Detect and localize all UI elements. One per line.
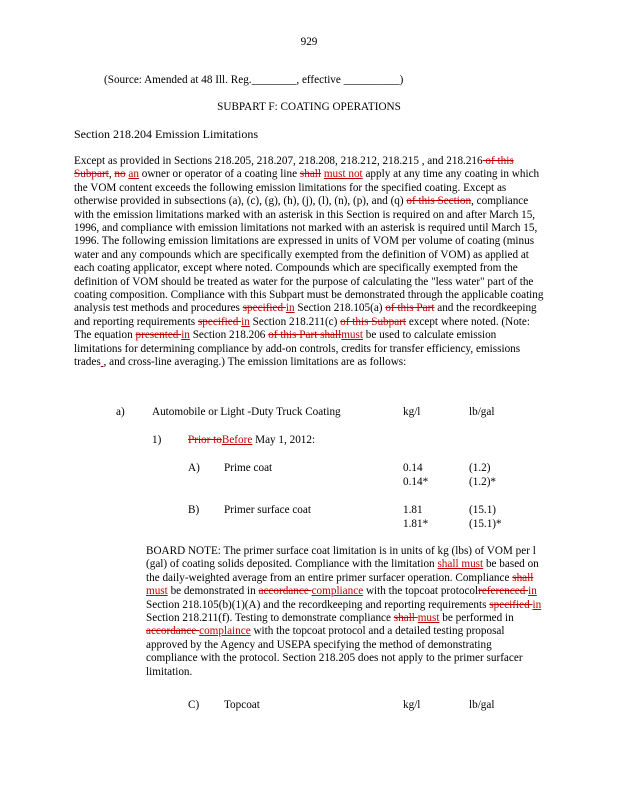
item-B-name: Primer surface coat <box>224 504 311 516</box>
inserted-text: in <box>528 585 537 598</box>
item-A-kg-1: 0.14 <box>403 462 423 474</box>
text: be used to calculate emission limitations for determining compliance by add-on controls, credits for transfer efficiency, emissions trades <box>74 329 521 369</box>
deleted-text: accordance <box>146 625 200 638</box>
text: Section 218.105(b)(1)(A) and the recordkeeping and reporting requirements <box>146 598 490 611</box>
item-1-text <box>188 434 315 447</box>
deleted-text: of this Subpart <box>340 315 407 328</box>
text: Section 218.206 <box>189 329 269 342</box>
text: Section 218.211(c) <box>249 315 341 328</box>
text: except where noted. (Note: The equation <box>74 315 530 342</box>
text: owner or operator of a coating line <box>138 168 300 181</box>
source-mid: , effective <box>296 74 344 86</box>
text: , <box>108 168 115 181</box>
deleted-text: shall <box>512 571 534 584</box>
text: with the topcoat protocol <box>363 585 479 598</box>
item-A-lb-2: (1.2)* <box>469 476 497 488</box>
text: be performed in <box>439 612 514 625</box>
item-a-unit-lb: lb/gal <box>469 406 495 418</box>
deleted-text: shall <box>393 612 418 625</box>
item-C-unit-lb: lb/gal <box>469 699 495 711</box>
item-C-name: Topcoat <box>224 699 260 711</box>
deleted-text: of this Part <box>385 302 435 315</box>
inserted-text: must <box>417 612 440 625</box>
item-C-label: C) <box>188 699 200 711</box>
item-a-unit-kg: kg/l <box>403 406 421 418</box>
inserted-text: in <box>241 315 250 328</box>
deleted-text: no <box>114 168 126 181</box>
text: Section 218.105(a) <box>294 302 386 315</box>
item-B-lb-1: (15.1) <box>469 504 497 516</box>
item-A-name: Prime coat <box>224 462 273 474</box>
inserted-text: in <box>532 598 542 611</box>
deleted-text: specified <box>197 315 242 328</box>
item-A-kg-2: 0.14* <box>403 476 429 488</box>
source-blank-reg: ________ <box>251 74 297 86</box>
source-prefix: (Source: Amended at 48 Ill. Reg. <box>104 74 252 86</box>
section-heading: Section 218.204 Emission Limitations <box>74 127 258 141</box>
item-B-kg-1: 1.81 <box>403 504 423 516</box>
deleted-text: of this Subpart <box>74 155 514 181</box>
subpart-heading: SUBPART F: COATING OPERATIONS <box>217 101 401 113</box>
text: BOARD NOTE: The primer surface coat limitation is in units of kg (lbs) of VOM per l (gal) of coating solids deposited. Compliance with the limitation <box>146 545 536 571</box>
text: May 1, 2012: <box>252 434 316 446</box>
source-suffix: ) <box>399 74 404 86</box>
item-C-unit-kg: kg/l <box>403 699 421 711</box>
inserted-text: must <box>146 585 168 598</box>
inserted-text: compliance <box>311 585 364 598</box>
deleted-text: presented <box>135 329 182 342</box>
inserted-text: shall must <box>437 558 484 571</box>
deleted-text: specified <box>242 302 286 315</box>
text: apply at any time any coating in which the VOM content exceeds the following emission limitations for the specified coating. Except as otherwise provided in subsections (a), (c), (g), (h), (j), (l), (n), (p), and (q) <box>74 168 540 208</box>
deleted-text: shall <box>299 168 322 181</box>
inserted-text: complaince <box>199 625 251 638</box>
inserted-text: an <box>128 168 139 181</box>
section-body-paragraph <box>74 155 545 370</box>
inserted-text: must <box>341 329 363 342</box>
deleted-text: specified <box>489 598 533 611</box>
board-note <box>146 545 546 679</box>
text: be based on the daily-weighted average from an entire primer surfacer operation. Compliance <box>146 558 539 584</box>
text: , compliance with the emission limitations marked with an asterisk in this Section is required on and after March 15, 1996, and compliance with emission limitations not marked with an asterisk is required until March 15, 1996. The following emission limitations are expressed in units of VOM per volume of coating (minus water and any compounds which are specifically exempted from the definition of VOM) as applied at each coating applicator, except where noted. Compounds which are specifically exempted from the definition of VOM should be treated as water for the purpose of calculating the "less water" part of the coating composition. Compliance with this Subpart must be demonstrated through the applicable coating analysis test methods and procedures <box>74 195 544 315</box>
inserted-text: Before <box>221 434 253 446</box>
inserted-text: must not <box>323 168 363 181</box>
deleted-text: accordance <box>258 585 312 598</box>
text: be demonstrated in <box>167 585 259 598</box>
item-B-label: B) <box>188 504 200 516</box>
deleted-text: Prior to <box>188 434 222 446</box>
item-A-label: A) <box>188 462 200 474</box>
text: with the topcoat protocol and a detailed testing proposal approved by the Agency and USEPA specifying the method of demonstrating compliance with the protocol. Section 218.205 does not apply to the primer surfacer limitation. <box>146 625 523 678</box>
inserted-text: in <box>181 329 190 342</box>
item-a-title: Automobile or Light -Duty Truck Coating <box>152 406 341 418</box>
item-1-label: 1) <box>152 434 162 446</box>
page-number: 929 <box>300 36 318 48</box>
text: and the recordkeeping and reporting requirements <box>74 302 537 328</box>
text: Section 218.211(f). Testing to demonstrate compliance <box>146 612 394 625</box>
source-note <box>104 74 403 87</box>
item-B-lb-2: (15.1)* <box>469 518 502 530</box>
inserted-text: in <box>285 302 295 315</box>
source-blank-effective: __________ <box>343 74 400 86</box>
deleted-text: of this Part shall <box>268 329 342 342</box>
deleted-text: of this Section <box>406 195 472 208</box>
deleted-text: referenced <box>478 585 529 598</box>
item-B-kg-2: 1.81* <box>403 518 429 530</box>
item-A-lb-1: (1.2) <box>469 462 491 474</box>
text: Except as provided in Sections 218.205, 218.207, 218.208, 218.212, 218.215 , and 218.216 <box>74 155 483 167</box>
text: , and cross-line averaging.) The emission limitations are as follows: <box>103 356 407 369</box>
item-a-label: a) <box>116 406 125 418</box>
